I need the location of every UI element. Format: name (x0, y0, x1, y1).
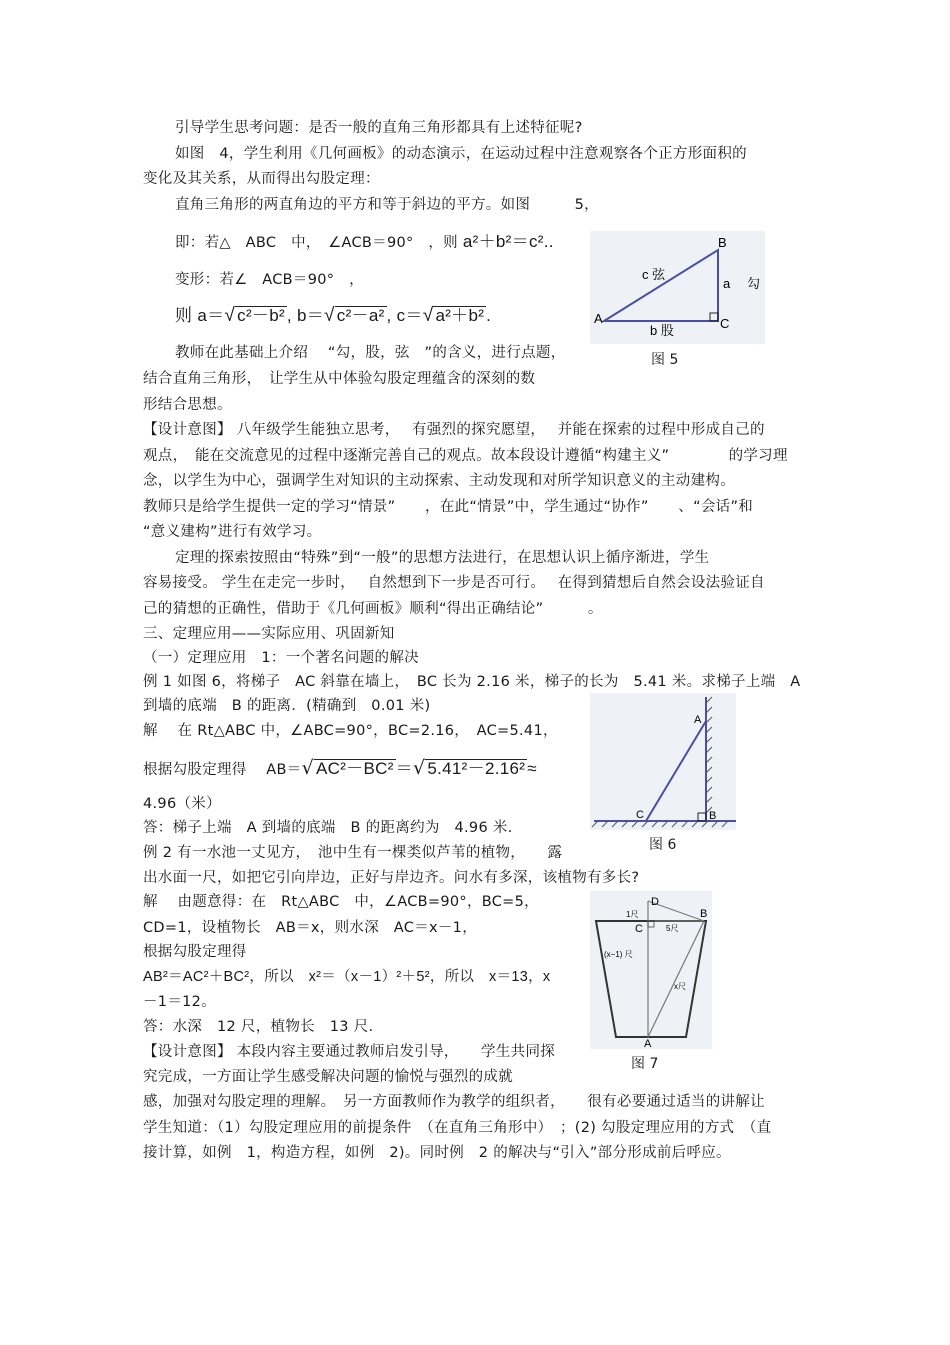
paragraph-line: 到墙的底端 B 的距离．(精确到 0.01 米) (143, 698, 431, 714)
paragraph-line: 形结合思想。 (143, 397, 232, 413)
paragraph-line: CD=1，设植物长 AB＝x，则水深 AC＝x－1， (143, 920, 478, 936)
fig5-side-a-label: a (723, 276, 731, 291)
fig7-five-chi: 5尺 (666, 924, 679, 933)
formula-radicand-2: 5.41²－2.16² (427, 759, 526, 778)
sqrt-icon: √ (412, 757, 426, 779)
variant-formulas (175, 306, 491, 326)
fig5-hypotenuse-label: c 弦 (642, 267, 666, 282)
paragraph-line: 【设计意图】 八年级学生能独立思考， 有强烈的探究愿望， 并能在探索的过程中形成自己的 (143, 422, 765, 438)
figure-6-ladder (590, 693, 736, 830)
paragraph-line: 感，加强对勾股定理的理解。 另一方面教师作为教学的组织者， 很有必要通过适当的讲解让 (143, 1094, 765, 1110)
formula-equals: ＝ (395, 759, 413, 778)
section-heading: 三、定理应用——实际应用、巩固新知 (143, 626, 395, 642)
fig7-label-A: A (644, 1038, 652, 1049)
paragraph-line: 答：水深 12 尺，植物长 13 尺. (143, 1019, 374, 1035)
formula-c-lhs: , c＝ (386, 306, 423, 325)
fig7-label-B: B (700, 908, 708, 920)
paragraph-line: 解 在 Rt△ABC 中，∠ABC=90°，BC=2.16， AC=5.41， (143, 723, 558, 739)
paragraph-line: “意义建构”进行有效学习。 (143, 524, 322, 540)
paragraph-line: 4.96（米） (143, 796, 221, 812)
paragraph-line: 引导学生思考问题：是否一般的直角三角形都具有上述特征呢? (175, 120, 583, 136)
formula-c-radicand: a²＋b² (435, 306, 485, 325)
theorem-equation: a²＋b²＝c².. (462, 232, 554, 251)
fig5-label-A: A (594, 311, 603, 326)
sqrt-icon: √ (224, 305, 236, 326)
paragraph-line: 直角三角形的两直角边的平方和等于斜边的平方。如图 5， (175, 197, 599, 213)
formula-approx: ≈ (527, 759, 537, 778)
subsection-heading: （一）定理应用 1：一个著名问题的解决 (143, 650, 419, 666)
fig6-label-A: A (694, 714, 702, 726)
paragraph-line: 究完成，一方面让学生感受解决问题的愉悦与强烈的成就 (143, 1069, 513, 1085)
paragraph-line: 出水面一尺，如把它引向岸边，正好与岸边齐。问水有多深，该植物有多长? (143, 870, 640, 886)
paragraph-line: 己的猜想的正确性，借助于《几何画板》顺利“得出正确结论” 。 (143, 601, 603, 617)
fig6-label-C: C (636, 809, 644, 821)
paragraph-line: 【设计意图】 本段内容主要通过教师启发引导， 学生共同探 (143, 1044, 556, 1060)
paragraph-line: 教师在此基础上介绍 “勾，股，弦 ”的含义，进行点题， (175, 345, 566, 361)
paragraph-line: 变化及其关系，从而得出勾股定理： (143, 171, 380, 187)
paragraph-line: 接计算，如例 1，构造方程，如例 2)。同时例 2 的解决与“引入”部分形成前后呼应。 (143, 1145, 731, 1161)
fig5-side-b-label: b 股 (650, 323, 674, 338)
theorem-line (175, 232, 554, 253)
paragraph-line: 根据勾股定理得 (143, 944, 247, 960)
sqrt-icon: √ (324, 305, 335, 326)
theorem-condition: 即：若△ ABC 中， ∠ACB＝90° ，则 (175, 235, 458, 251)
paragraph-line: 容易接受。 学生在走完一步时， 自然想到下一步是否可行。 在得到猜想后自然会设法验证自 (143, 575, 765, 591)
fig6-label-B: B (709, 810, 717, 822)
formula-radicand-1: AC²－BC² (316, 759, 394, 778)
fig7-x-minus-1-chi: (x−1) 尺 (604, 950, 633, 959)
fig7-one-chi: 1尺 (626, 910, 639, 919)
paragraph-line: 结合直角三角形， 让学生从中体验勾股定理蕴含的深刻的数 (143, 371, 536, 387)
fig7-label-D: D (651, 896, 659, 908)
figure-7-caption: 图 7 (631, 1056, 659, 1072)
sqrt-icon: √ (301, 757, 314, 779)
variant-line: 变形：若∠ ACB＝90° ， (175, 272, 364, 288)
paragraph-line: 学生知道：（1）勾股定理应用的前提条件 （在直角三角形中） ；(2) 勾股定理应用的方式 （直 (143, 1120, 772, 1136)
formula-a-lhs: a＝ (197, 306, 225, 325)
paragraph-line: 答：梯子上端 A 到墙的底端 B 的距离约为 4.96 米. (143, 820, 513, 836)
paragraph-line: 定理的探索按照由“特殊”到“一般”的思想方法进行，在思想认识上循序渐进，学生 (175, 550, 710, 566)
formula-b-lhs: , b＝ (286, 306, 325, 325)
fig5-gou-label: 勾 (747, 276, 761, 291)
fig5-label-B: B (718, 235, 727, 250)
formula-prefix: 根据勾股定理得 AB＝ (143, 762, 302, 778)
figure-5-right-triangle (590, 231, 765, 344)
fig7-label-C: C (635, 923, 643, 935)
paragraph-line: AB²＝AC²＋BC²，所以 x²＝（x－1）²＋5²，所以 x＝13，x (143, 969, 551, 985)
paragraph-line: 教师只是给学生提供一定的学习“情景” ，在此“情景”中，学生通过“协作” 、“会话”和 (143, 499, 754, 515)
paragraph-line: 如图 4，学生利用《几何画板》的动态演示，在运动过程中注意观察各个正方形面积的 (175, 146, 747, 162)
sqrt-icon: √ (422, 305, 434, 326)
paragraph-line: 观点， 能在交流意见的过程中逐渐完善自己的观点。故本段设计遵循“构建主义” 的学习理 (143, 448, 788, 464)
figure-7-pond (590, 891, 712, 1049)
figure-5-caption: 图 5 (651, 352, 679, 368)
formula-b-radicand: c²－a² (336, 306, 385, 325)
example1-formula (143, 758, 537, 780)
fig7-x-chi: x尺 (674, 982, 686, 991)
paragraph-line: 例 2 有一水池一丈见方， 池中生有一棵类似芦苇的植物， 露 (143, 845, 563, 861)
fig5-label-C: C (720, 316, 730, 331)
formula-a-radicand: c²－b² (237, 306, 285, 325)
paragraph-line: 念，以学生为中心，强调学生对知识的主动探索、主动发现和对所学知识意义的主动建构。 (143, 473, 735, 489)
paragraph-line: 例 1 如图 6，将梯子 AC 斜靠在墙上， BC 长为 2.16 米，梯子的长为 5.41 米。求梯子上端 A (143, 674, 801, 690)
formula-prefix: 则 (175, 306, 193, 325)
formula-tail: . (486, 306, 492, 325)
figure-6-caption: 图 6 (649, 837, 677, 853)
paragraph-line: 解 由题意得：在 Rt△ABC 中，∠ACB=90°，BC=5， (143, 894, 539, 910)
paragraph-line: －1＝12。 (143, 994, 216, 1010)
